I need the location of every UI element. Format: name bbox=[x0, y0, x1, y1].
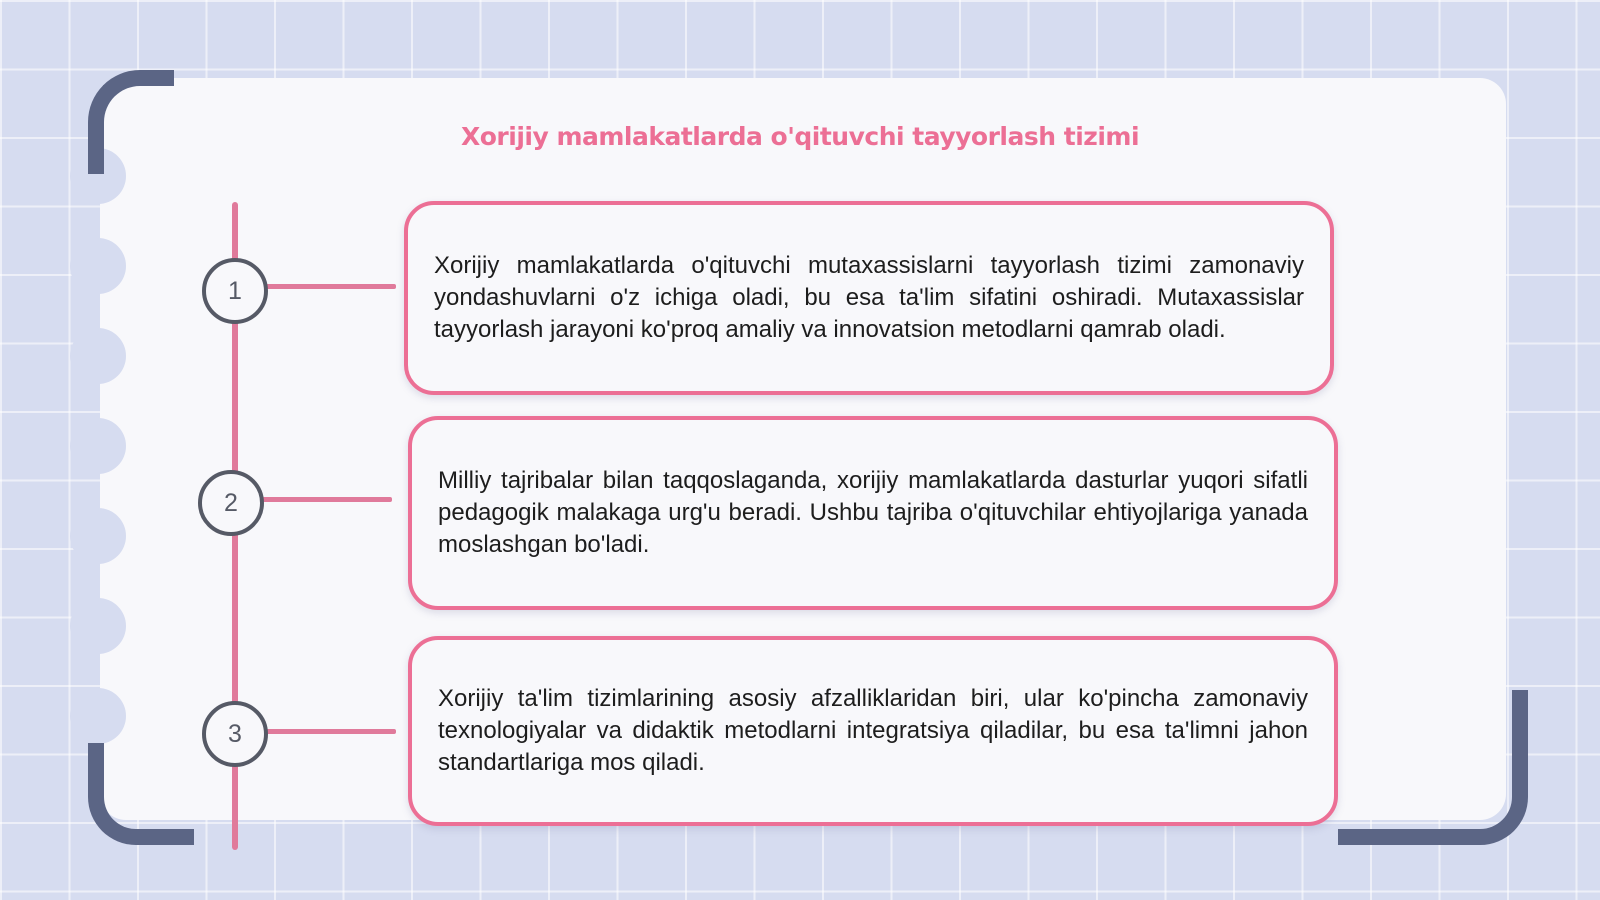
paper-edge-notch bbox=[70, 598, 126, 654]
step-description: Xorijiy ta'lim tizimlarining asosiy afzalliklaridan biri, ular ko'pincha zamonaviy texnologiyalar va didaktik metodlarni integratsiya qiladilar, bu esa ta'limni jahon standartlariga mos qiladi. bbox=[438, 685, 1308, 776]
paper-edge-notch bbox=[70, 508, 126, 564]
step-number-badge: 3 bbox=[202, 701, 268, 767]
paper-edge-notch bbox=[70, 328, 126, 384]
paper-edge-notch bbox=[70, 418, 126, 474]
step-description: Milliy tajribalar bilan taqqoslaganda, xorijiy mamlakatlarda dasturlar yuqori sifatli pedagogik malakaga urg'u beradi. Ushbu tajriba o'qituvchilar ehtiyojlariga yanada moslashgan bo'ladi. bbox=[438, 467, 1308, 558]
corner-bracket-bottom-left bbox=[88, 743, 194, 845]
corner-bracket-bottom-right bbox=[1338, 690, 1528, 845]
step-number-badge: 2 bbox=[198, 470, 264, 536]
paper-edge-notch bbox=[70, 238, 126, 294]
slide-title: Xorijiy mamlakatlarda o'qituvchi tayyorlash tizimi bbox=[460, 122, 1140, 151]
step-number-badge: 1 bbox=[202, 258, 268, 324]
timeline-connector bbox=[266, 284, 396, 289]
step-card bbox=[404, 201, 1334, 395]
timeline-connector bbox=[266, 729, 396, 734]
step-card bbox=[408, 416, 1338, 610]
timeline-connector bbox=[262, 497, 392, 502]
step-description: Xorijiy mamlakatlarda o'qituvchi mutaxassislarni tayyorlash tizimi zamonaviy yondashuvlarni o'z ichiga oladi, bu esa ta'lim sifatini oshiradi. Mutaxassislar tayyorlash jarayoni ko'proq amaliy va innovatsion metodlarni qamrab oladi. bbox=[434, 252, 1304, 343]
step-card bbox=[408, 636, 1338, 826]
paper-edge-notch bbox=[70, 688, 126, 744]
